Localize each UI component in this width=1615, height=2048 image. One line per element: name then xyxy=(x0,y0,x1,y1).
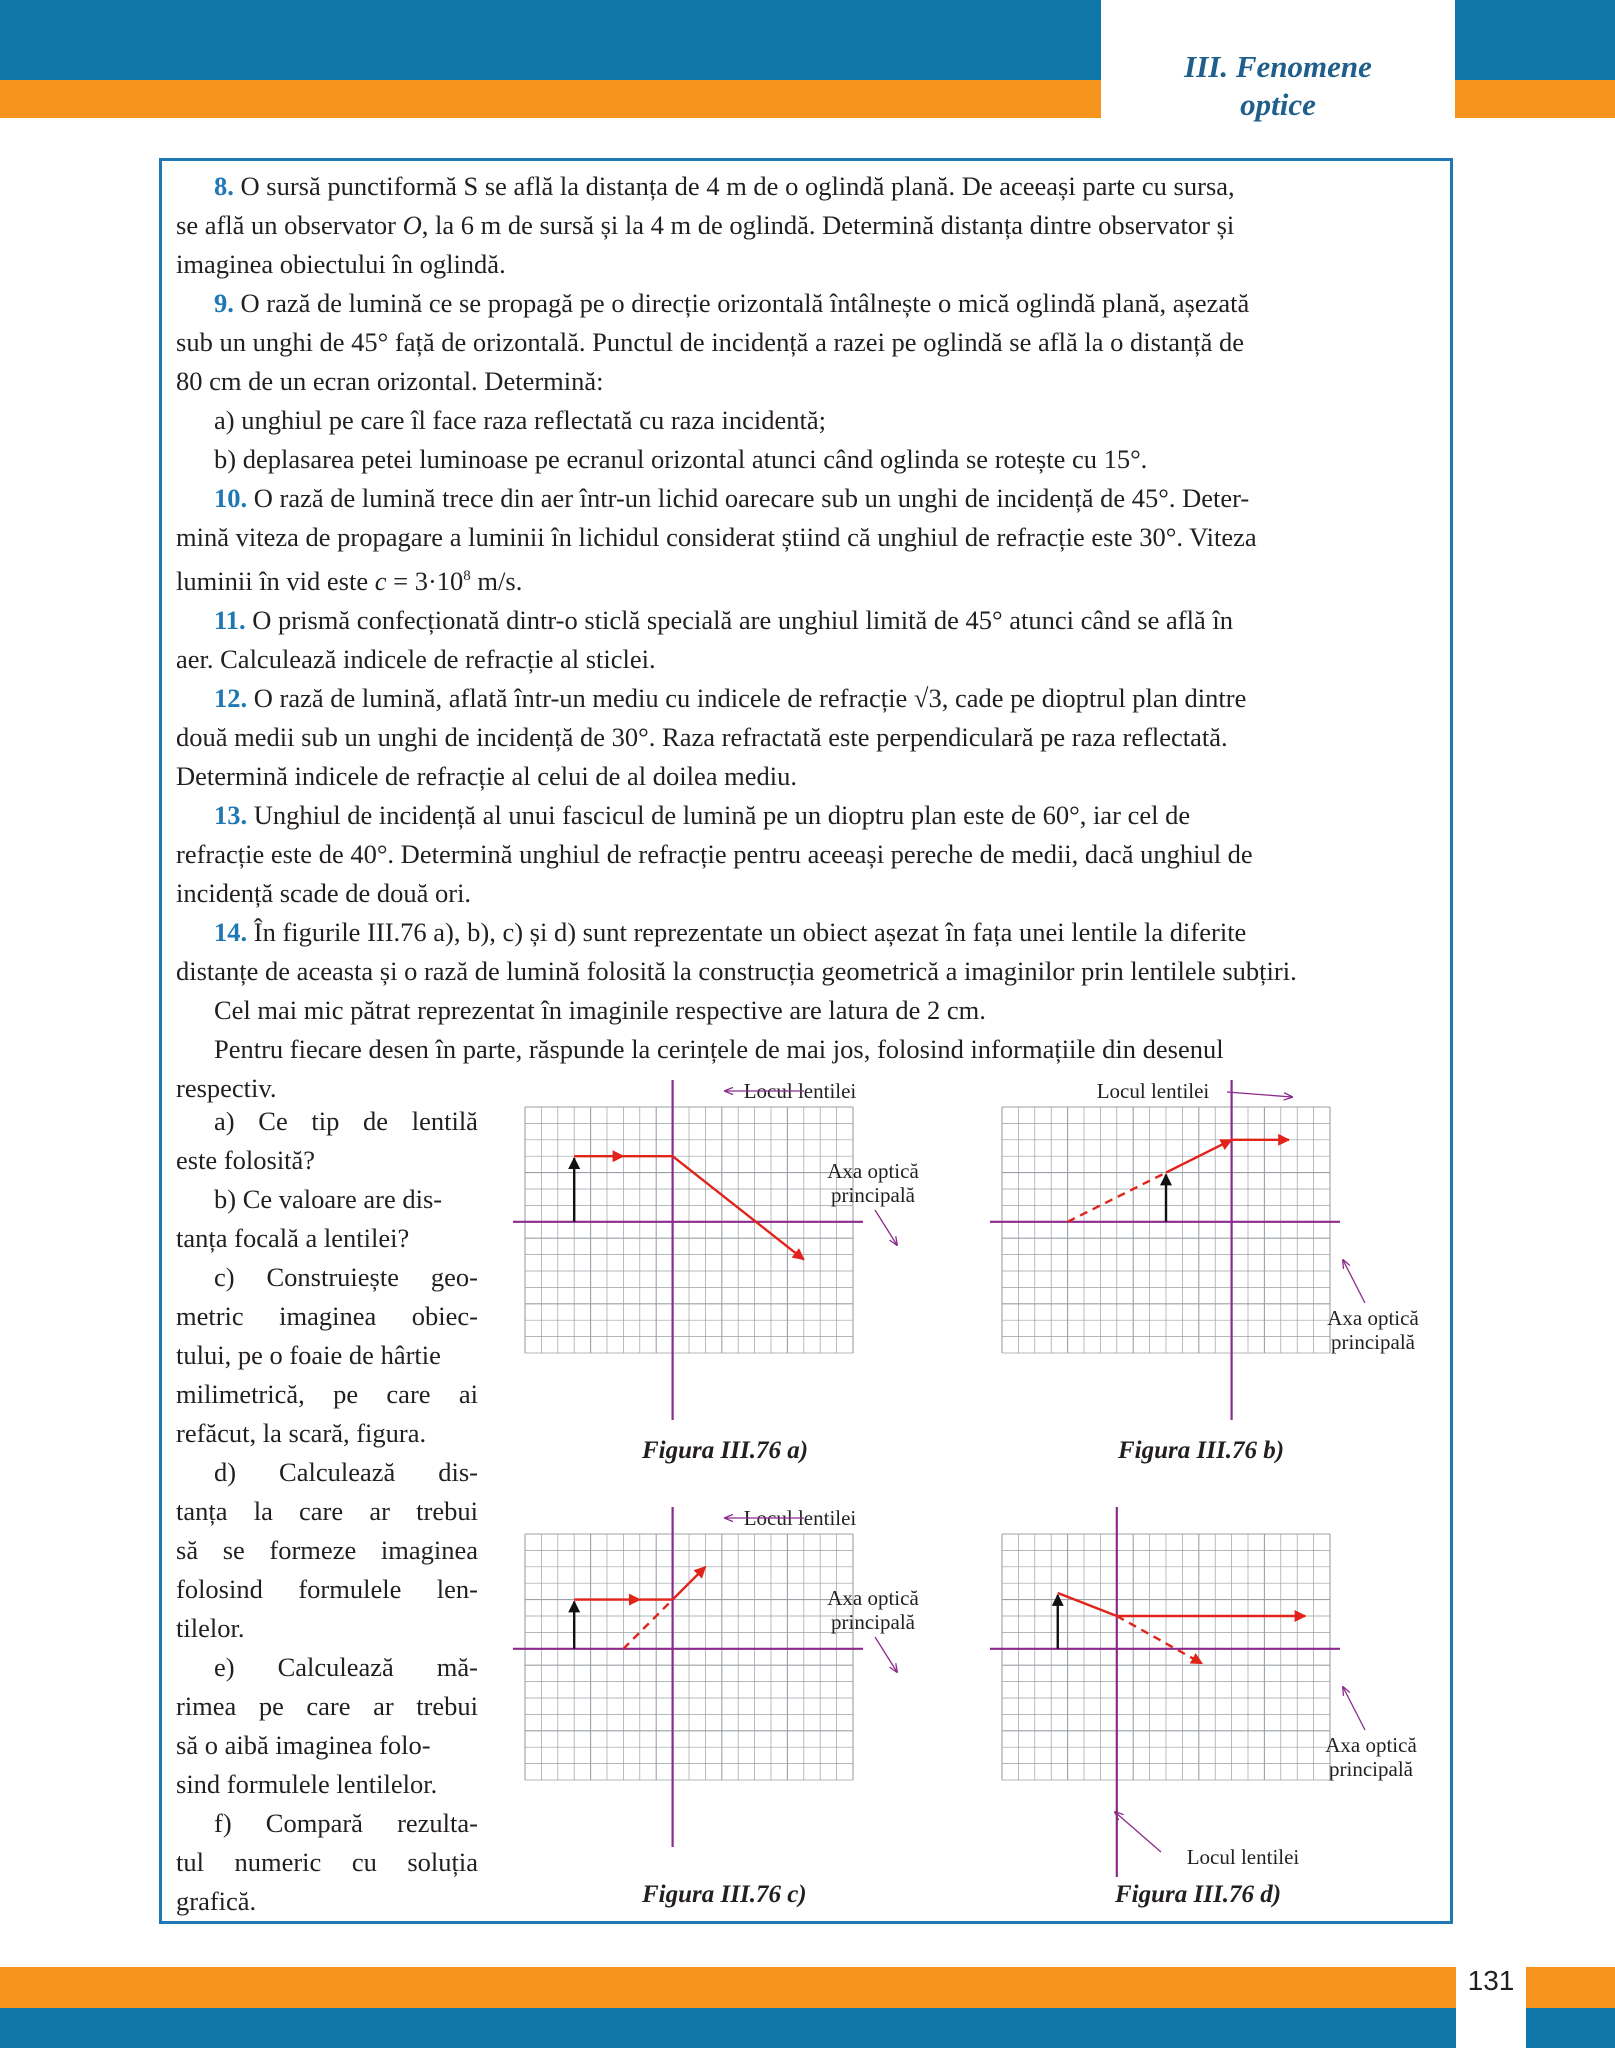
label-pointer xyxy=(875,1210,897,1245)
chapter-title xyxy=(1101,48,1455,124)
side-question-line xyxy=(176,1687,478,1726)
label-pointer xyxy=(1343,1260,1365,1303)
problem-number: 9. xyxy=(214,288,234,318)
side-question-word: geo- xyxy=(430,1262,478,1292)
side-question-word: lentilă xyxy=(411,1106,478,1136)
side-question-word: formeze xyxy=(269,1535,357,1565)
side-question-word: imaginea xyxy=(279,1301,377,1331)
side-question-word: grafică. xyxy=(176,1886,257,1916)
side-question-line xyxy=(176,1843,478,1882)
side-question-word: ar xyxy=(369,1496,390,1526)
side-question-line xyxy=(176,1531,478,1570)
side-question-line xyxy=(176,1570,478,1609)
problem-number: 8. xyxy=(214,171,234,201)
side-question-line xyxy=(176,1648,478,1687)
side-question-word: se xyxy=(222,1535,245,1565)
figure-label: Axa optică xyxy=(827,1159,919,1183)
side-question-word: Construiește xyxy=(266,1262,399,1292)
problem-8-line3: imaginea obiectului în oglindă. xyxy=(176,249,506,279)
side-question-word: soluția xyxy=(407,1847,478,1877)
figure-label: Axa optică xyxy=(827,1586,919,1610)
side-question-word: la xyxy=(253,1496,273,1526)
side-question-word: len- xyxy=(436,1574,478,1604)
problem-10-line2: mină viteza de propagare a luminii în lichidul considerat știind că unghiul de refracție este 30°. Viteza xyxy=(176,522,1257,552)
side-question-word: numeric xyxy=(234,1847,322,1877)
side-question-word: mă- xyxy=(436,1652,478,1682)
problem-9-line1: 9. O rază de lumină ce se propagă pe o direcție orizontală întâlnește o mică oglindă plană, așezată xyxy=(214,288,1250,318)
label-pointer xyxy=(875,1637,897,1672)
light-ray xyxy=(1117,1616,1202,1664)
light-ray xyxy=(1058,1593,1117,1616)
problem-number: 10. xyxy=(214,483,248,513)
figure-label: Locul lentilei xyxy=(743,1079,857,1103)
figure-label: principală xyxy=(831,1610,915,1634)
side-question-word: Calculează xyxy=(279,1457,396,1487)
figure-d xyxy=(995,1507,1445,1897)
side-question-line xyxy=(176,1375,478,1414)
figure-d-caption: Figura III.76 d) xyxy=(1115,1881,1282,1908)
side-question-word: folosind xyxy=(176,1574,263,1604)
side-question-word: trebui xyxy=(416,1496,478,1526)
side-question-word: ai xyxy=(458,1379,478,1409)
side-question-word: de xyxy=(363,1106,389,1136)
figure-label: Axa optică xyxy=(1327,1306,1419,1330)
problem-14-line3: Cel mai mic pătrat reprezentat în imaginile respective are latura de 2 cm. xyxy=(214,994,986,1025)
side-question-word: sind formulele lentilelor. xyxy=(176,1769,438,1799)
problem-10-line3: luminii în vid este $c = 3\cdot 10^8$ m/s. xyxy=(176,565,523,596)
side-question-word: ar xyxy=(373,1691,394,1721)
figure-a-caption: Figura III.76 a) xyxy=(642,1437,809,1464)
label-pointer xyxy=(1115,1812,1161,1852)
side-question-word: care xyxy=(299,1496,344,1526)
page-number: 131 xyxy=(1467,1965,1515,1996)
figure-label: Locul lentilei xyxy=(743,1506,857,1530)
problem-9-b: b) deplasarea petei luminoase pe ecranul orizontal atunci când oglinda se rotește cu 15°. xyxy=(214,444,1148,474)
side-question-line xyxy=(176,1336,478,1375)
side-question-word: care xyxy=(306,1691,351,1721)
side-question-word: tanța focală a lentilei? xyxy=(176,1223,410,1253)
problem-9-line2: sub un unghi de 45° față de orizontală. Punctul de incidență a razei pe oglindă se află la o distanță de xyxy=(176,327,1245,357)
side-question-word: să xyxy=(176,1535,199,1565)
side-question-word: obiec- xyxy=(411,1301,478,1331)
figure-c-caption: Figura III.76 c) xyxy=(642,1881,807,1908)
side-question-line xyxy=(176,1297,478,1336)
problem-12-line2: două medii sub un unghi de incidență de 30°. Raza refractată este perpendiculară pe raza reflectată. xyxy=(176,721,1228,752)
side-question-line xyxy=(176,1414,478,1453)
light-ray xyxy=(623,1600,672,1649)
side-question-word: tul xyxy=(176,1847,204,1877)
side-question-word: care xyxy=(386,1379,431,1409)
figure-label: Axa optică xyxy=(1325,1733,1417,1757)
side-question-word: f) xyxy=(214,1808,232,1838)
side-question-word: să o aibă imaginea folo- xyxy=(176,1730,431,1760)
label-pointer xyxy=(1343,1687,1365,1730)
side-question-word: tului, pe o foaie de hârtie xyxy=(176,1340,441,1370)
side-question-line xyxy=(176,1804,478,1843)
figure-label: principală xyxy=(1329,1757,1413,1781)
side-question-line xyxy=(176,1219,478,1258)
problem-8-line2: se află un observator O, la 6 m de sursă și la 4 m de oglindă. Determină distanța dintre observator și xyxy=(176,210,1235,240)
figure-label: principală xyxy=(1331,1330,1415,1354)
chapter-title-line1: III. Fenomene xyxy=(1184,49,1372,84)
side-question-word: b) Ce valoare are dis- xyxy=(214,1184,443,1214)
side-question-word: tilelor. xyxy=(176,1613,245,1643)
side-question-word: milimetrică, xyxy=(176,1379,305,1409)
side-question-word: Ce xyxy=(258,1106,288,1136)
side-question-line xyxy=(176,1882,478,1921)
problem-14-line1: 14. În figurile III.76 a), b), c) și d) sunt reprezentate un obiect așezat în fața unei lentile la diferite xyxy=(214,916,1247,947)
problem-14-line4: Pentru fiecare desen în parte, răspunde la cerințele de mai jos, folosind informațiile din desenul xyxy=(214,1033,1224,1064)
side-question-line xyxy=(176,1492,478,1531)
chapter-title-line2: optice xyxy=(1240,87,1316,122)
side-question-line xyxy=(176,1258,478,1297)
side-question-word: pe xyxy=(258,1691,284,1721)
problem-number: 14. xyxy=(214,916,248,947)
side-question-word: tip xyxy=(311,1106,340,1136)
side-question-word: dis- xyxy=(438,1457,478,1487)
problem-14-line2: distanțe de aceasta și o rază de lumină folosită la construcția geometrică a imaginilor prin lentilele subțiri. xyxy=(176,955,1297,986)
side-question-word: metric xyxy=(176,1301,244,1331)
side-question-line xyxy=(176,1765,478,1804)
figure-label: principală xyxy=(831,1183,915,1207)
figure-b xyxy=(995,1080,1445,1440)
problem-8-line1: 8. O sursă punctiformă S se află la distanța de 4 m de o oglindă plană. De aceeași parte cu sursa, xyxy=(214,171,1235,201)
side-question-line xyxy=(176,1609,478,1648)
problem-9-line3: 80 cm de un ecran orizontal. Determină: xyxy=(176,366,604,396)
problem-number: 12. xyxy=(214,682,248,713)
side-question-line xyxy=(176,1726,478,1765)
problem-12-line3: Determină indicele de refracție al celui de al doilea mediu. xyxy=(176,760,797,791)
side-question-word: Calculează xyxy=(277,1652,394,1682)
side-question-word: pe xyxy=(333,1379,359,1409)
problem-13-line1: 13. Unghiul de incidență al unui fascicul de lumină pe un dioptru plan este de 60°, iar cel de xyxy=(214,799,1191,830)
side-question-word: rimea xyxy=(176,1691,237,1721)
exercise-text xyxy=(176,167,1438,1108)
side-question-line xyxy=(176,1141,478,1180)
side-question-word: e) xyxy=(214,1652,235,1682)
problem-number: 11. xyxy=(214,604,246,635)
side-question-line xyxy=(176,1180,478,1219)
problem-13-line3: incidență scade de două ori. xyxy=(176,877,472,908)
side-question-line xyxy=(176,1453,478,1492)
figure-label: Locul lentilei xyxy=(1186,1845,1300,1869)
side-question-word: refăcut, la scară, figura. xyxy=(176,1418,427,1448)
side-question-word: trebui xyxy=(416,1691,478,1721)
side-question-word: rezulta- xyxy=(397,1808,478,1838)
side-questions xyxy=(176,1102,478,1921)
side-question-word: imaginea xyxy=(380,1535,478,1565)
side-question-word: formulele xyxy=(298,1574,402,1604)
figure-b-caption: Figura III.76 b) xyxy=(1118,1437,1285,1464)
side-question-word: cu xyxy=(351,1847,377,1877)
problem-13-line2: refracție este de 40°. Determină unghiul de refracție pentru aceeași pereche de medii, dacă unghiul de xyxy=(176,838,1253,869)
problem-14-line5: respectiv. xyxy=(176,1072,277,1103)
side-question-word: c) xyxy=(214,1262,235,1292)
side-question-line xyxy=(176,1102,478,1141)
figure-a xyxy=(520,1080,970,1440)
footer-band-orange xyxy=(0,1967,1615,2008)
label-pointer xyxy=(1227,1092,1292,1097)
side-question-word: este folosită? xyxy=(176,1145,316,1175)
side-question-word: Compară xyxy=(265,1808,363,1838)
side-question-word: tanța xyxy=(176,1496,228,1526)
problem-10-line1: 10. O rază de lumină trece din aer într-un lichid oarecare sub un unghi de incidență de 45°. Deter- xyxy=(214,483,1250,513)
figure-c xyxy=(520,1507,970,1867)
problem-number: 13. xyxy=(214,799,248,830)
problem-12-line1: 12. O rază de lumină, aflată într-un mediu cu indicele de refracție √3, cade pe dioptrul plan dintre xyxy=(214,682,1247,713)
figure-label: Locul lentilei xyxy=(1096,1079,1210,1103)
problem-11-line2: aer. Calculează indicele de refracție al sticlei. xyxy=(176,643,656,674)
problem-11-line1: 11. O prismă confecționată dintr-o sticlă specială are unghiul limită de 45° atunci când se află în xyxy=(214,604,1233,635)
footer-band-blue xyxy=(0,2008,1615,2048)
problem-9-a: a) unghiul pe care îl face raza reflectată cu raza incidentă; xyxy=(214,405,827,435)
side-question-word: a) xyxy=(214,1106,235,1136)
side-question-word: d) xyxy=(214,1457,237,1487)
